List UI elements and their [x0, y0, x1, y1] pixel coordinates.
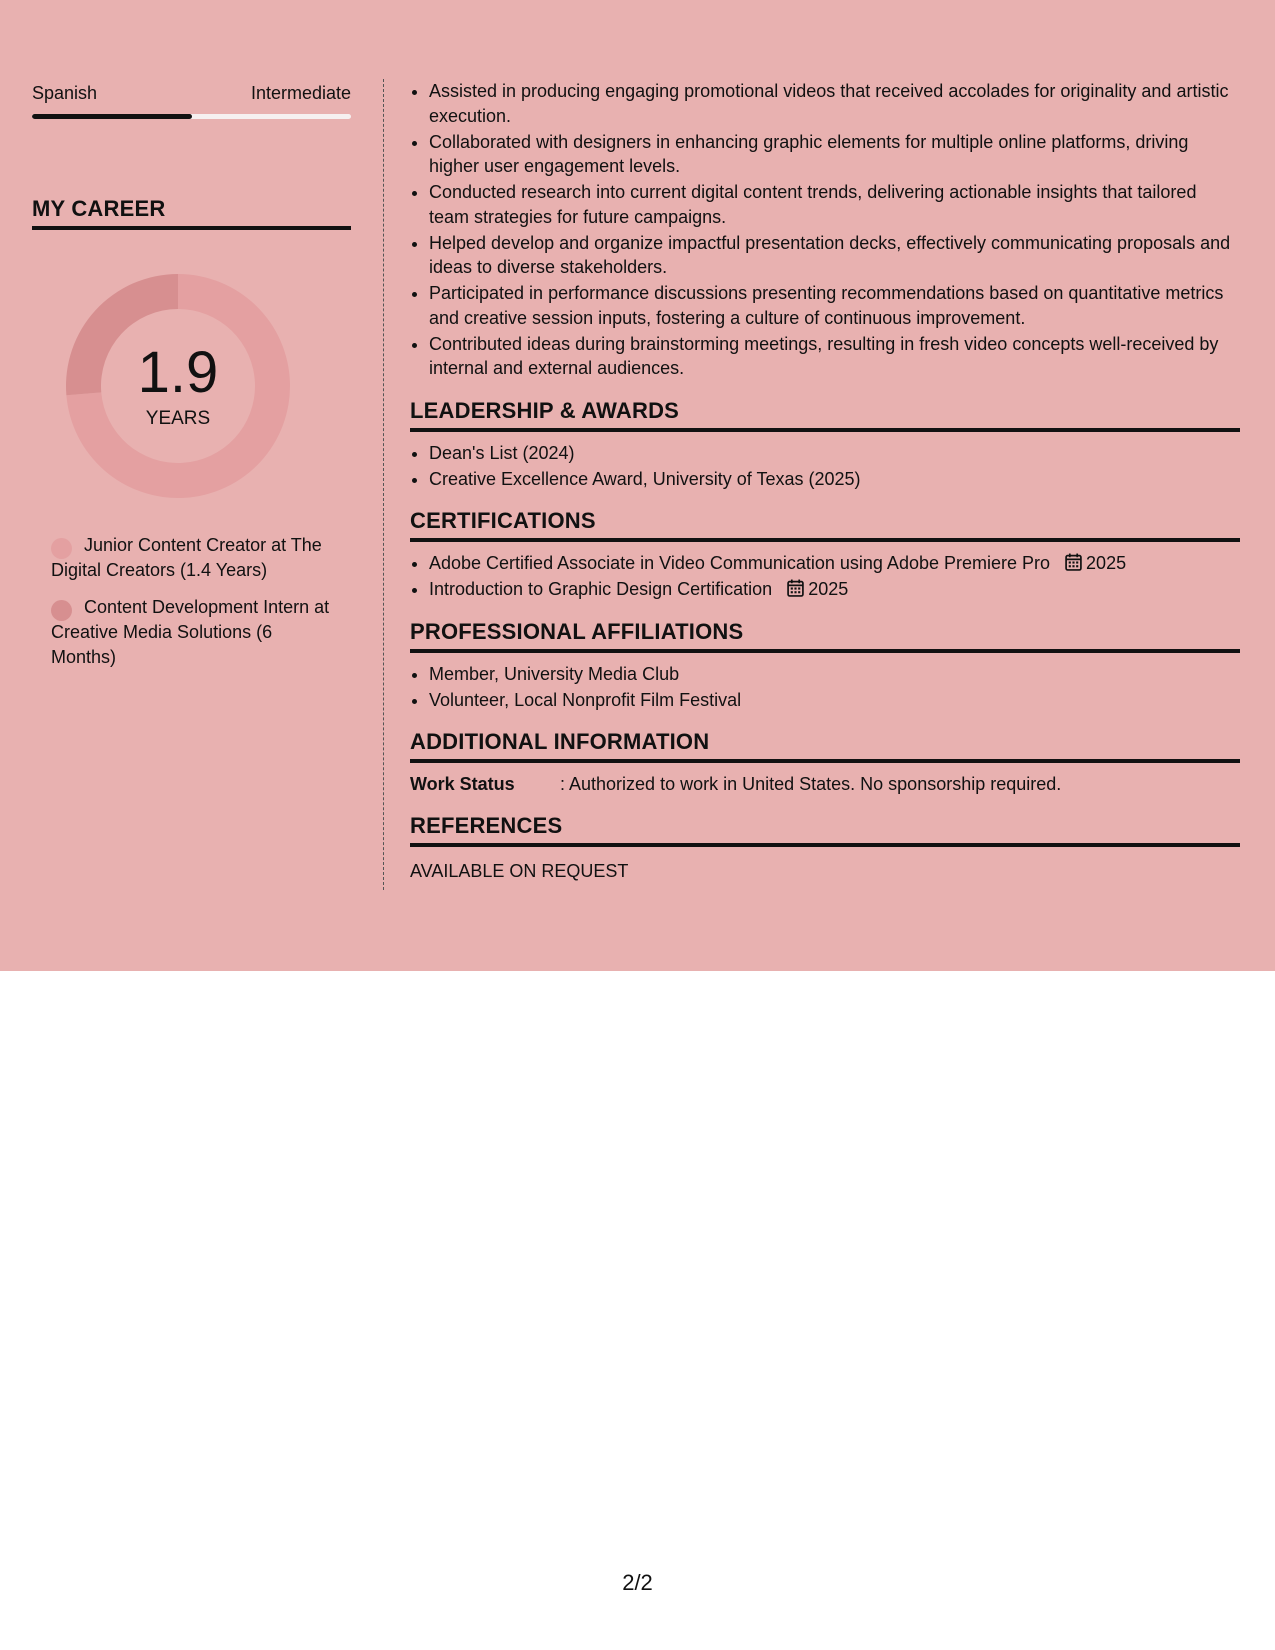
career-total-unit: YEARS [145, 408, 211, 429]
certification-item [429, 577, 1240, 602]
language-name: Spanish [32, 83, 98, 103]
experience-bullet: • Helped develop and organize impactful presentation decks, effectively communicating proposals and ideas to diverse stakeholders. [429, 231, 1240, 280]
experience-bullet: • Participated in performance discussions presenting recommendations based on quantitative metrics and creative session inputs, fostering a culture of continuous improvement. [429, 281, 1240, 330]
calendar-icon [1065, 553, 1082, 571]
career-total-value: 1.9 [137, 340, 219, 405]
certifications-heading: CERTIFICATIONS [410, 508, 1240, 542]
affiliations-heading: PROFESSIONAL AFFILIATIONS [410, 619, 1240, 653]
experience-bullet: • Collaborated with designers in enhancing graphic elements for multiple online platforms, driving higher user engagement levels. [429, 130, 1240, 179]
column-divider [383, 79, 384, 890]
additional-info-heading: ADDITIONAL INFORMATION [410, 729, 1240, 763]
experience-bullets [410, 79, 1240, 381]
references-text: AVAILABLE ON REQUEST [410, 861, 629, 881]
career-legend-label: Junior Content Creator at The Digital Creators (1.4 Years) [51, 535, 322, 580]
certification-name: Adobe Certified Associate in Video Communication using Adobe Premiere Pro [429, 553, 1051, 573]
leadership-item: • Creative Excellence Award, University of Texas (2025) [429, 467, 1240, 492]
certification-year: 2025 [808, 579, 849, 599]
career-legend [51, 533, 341, 682]
language-proficiency-bar [32, 114, 351, 119]
affiliation-item: • Member, University Media Club [429, 662, 1240, 687]
leadership-list [410, 441, 1240, 492]
certification-year: 2025 [1086, 553, 1127, 573]
certification-name: Introduction to Graphic Design Certification [429, 579, 773, 599]
language-proficiency-fill [32, 114, 192, 119]
legend-dot-icon [51, 600, 72, 621]
donut-center [66, 274, 290, 498]
right-column [410, 79, 1240, 883]
legend-dot-icon [51, 538, 72, 559]
work-status-value: : Authorized to work in United States. No sponsorship required. [560, 774, 1062, 794]
affiliation-item: • Volunteer, Local Nonprofit Film Festival [429, 688, 1240, 713]
work-status-label: Work Status [410, 774, 515, 794]
references-heading: REFERENCES [410, 813, 1240, 847]
experience-bullet: • Assisted in producing engaging promotional videos that received accolades for originality and artistic execution. [429, 79, 1240, 128]
language-row [32, 81, 351, 105]
affiliations-list [410, 662, 1240, 713]
leadership-heading: LEADERSHIP & AWARDS [410, 398, 1240, 432]
career-donut-chart [66, 274, 290, 498]
calendar-icon [787, 579, 804, 597]
experience-bullet: • Conducted research into current digital content trends, delivering actionable insights that tailored team strategies for future campaigns. [429, 180, 1240, 229]
certifications-list [410, 551, 1240, 602]
page-number: 2/2 [622, 1570, 653, 1595]
work-status-row [410, 772, 1240, 796]
career-legend-item [51, 595, 341, 670]
career-heading: MY CAREER [32, 196, 351, 230]
language-level: Intermediate [250, 83, 351, 103]
certification-item [429, 551, 1240, 576]
leadership-item: • Dean's List (2024) [429, 441, 1240, 466]
career-legend-label: Content Development Intern at Creative Media Solutions (6 Months) [51, 597, 330, 667]
experience-bullet: • Contributed ideas during brainstorming meetings, resulting in fresh video concepts well-received by internal and external audiences. [429, 332, 1240, 381]
career-legend-item [51, 533, 341, 583]
